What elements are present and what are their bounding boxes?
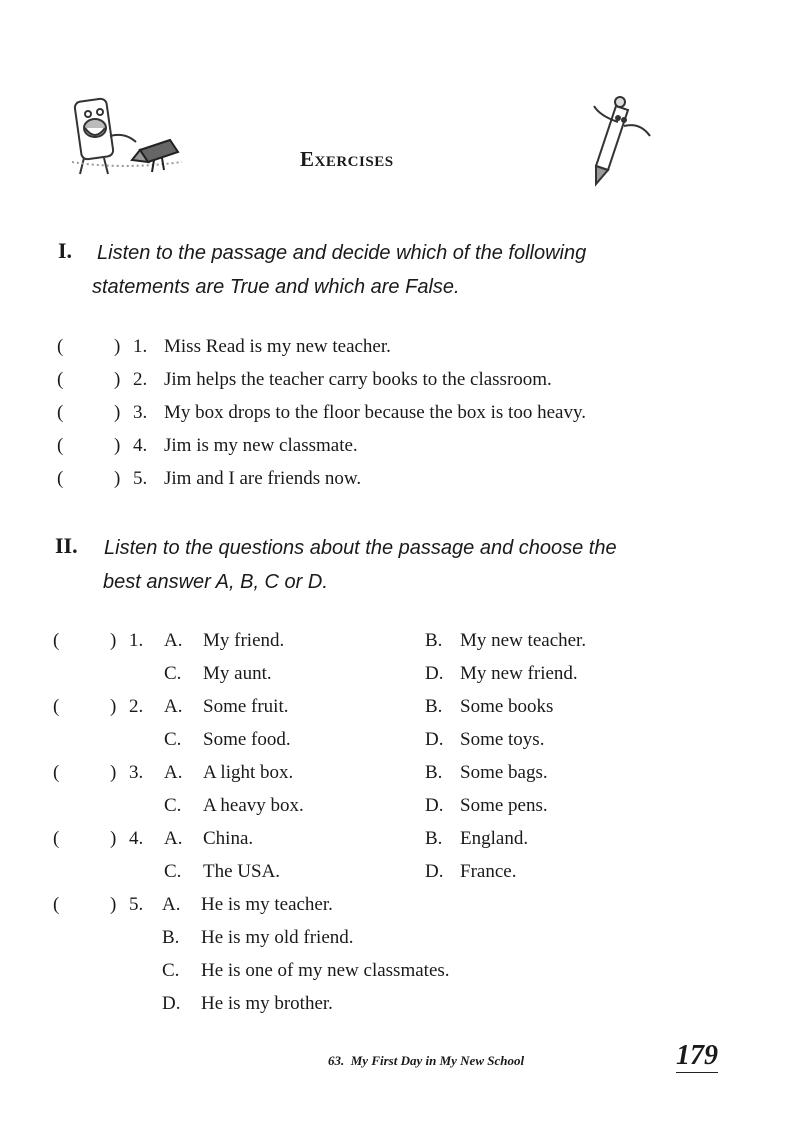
option-label: D. bbox=[162, 993, 181, 1014]
mc-question-row bbox=[53, 723, 753, 756]
option-label: B. bbox=[425, 762, 443, 783]
answer-blank-open[interactable]: ( bbox=[57, 336, 64, 357]
mc-question-row bbox=[53, 789, 753, 822]
answer-blank-open[interactable]: ( bbox=[53, 696, 60, 717]
item-number: 1. bbox=[129, 630, 144, 651]
answer-blank-open[interactable]: ( bbox=[57, 402, 64, 423]
answer-blank-close: ) bbox=[110, 828, 117, 849]
answer-blank-open[interactable]: ( bbox=[53, 762, 60, 783]
mc-question-row bbox=[53, 855, 753, 888]
answer-blank-close: ) bbox=[110, 630, 117, 651]
option-d: My new friend. bbox=[460, 663, 578, 684]
option-a: My friend. bbox=[203, 630, 285, 651]
option-b: England. bbox=[460, 828, 529, 849]
option-label: D. bbox=[425, 795, 444, 816]
option-b: Some bags. bbox=[460, 762, 548, 783]
tf-item bbox=[57, 462, 757, 495]
option-label: A. bbox=[164, 762, 183, 783]
item-number: 1. bbox=[133, 336, 148, 357]
mc-question-row bbox=[53, 690, 753, 723]
item-number: 4. bbox=[133, 435, 148, 456]
option-label: B. bbox=[425, 828, 443, 849]
option-label: D. bbox=[425, 861, 444, 882]
option-label: C. bbox=[164, 861, 182, 882]
section-2-number: II. bbox=[55, 533, 78, 558]
option-a: A light box. bbox=[203, 762, 294, 783]
option-label: B. bbox=[162, 927, 180, 948]
mc-question-row bbox=[53, 888, 753, 921]
option-label: C. bbox=[162, 960, 180, 981]
item-number: 4. bbox=[129, 828, 144, 849]
option-a: He is my teacher. bbox=[201, 894, 333, 915]
item-number: 5. bbox=[133, 468, 148, 489]
mc-question-row bbox=[53, 954, 753, 987]
eraser-sharpener-illustration bbox=[70, 92, 185, 182]
option-b: Some books bbox=[460, 696, 554, 717]
mc-question-row bbox=[53, 921, 753, 954]
option-label: C. bbox=[164, 795, 182, 816]
section-1-instruction-line2: statements are True and which are False. bbox=[92, 276, 460, 298]
mc-question-row bbox=[53, 657, 753, 690]
answer-blank-close: ) bbox=[114, 435, 121, 456]
option-label: D. bbox=[425, 663, 444, 684]
answer-blank-open[interactable]: ( bbox=[57, 435, 64, 456]
mc-question-row bbox=[53, 624, 753, 657]
answer-blank-open[interactable]: ( bbox=[53, 630, 60, 651]
section-1-instruction-line1: Listen to the passage and decide which of the following bbox=[97, 242, 587, 264]
answer-blank-close: ) bbox=[110, 762, 117, 783]
option-d: France. bbox=[460, 861, 517, 882]
answer-blank-close: ) bbox=[114, 336, 121, 357]
statement-text: Jim helps the teacher carry books to the classroom. bbox=[164, 369, 552, 390]
option-b: My new teacher. bbox=[460, 630, 587, 651]
option-label: B. bbox=[425, 696, 443, 717]
option-a: Some fruit. bbox=[203, 696, 289, 717]
statement-text: Miss Read is my new teacher. bbox=[164, 336, 391, 357]
page-title: Exercises bbox=[300, 147, 394, 171]
answer-blank-open[interactable]: ( bbox=[57, 468, 64, 489]
option-b: He is my old friend. bbox=[201, 927, 354, 948]
section-2-instruction-line2: best answer A, B, C or D. bbox=[103, 571, 328, 593]
chapter-footer: 63. My First Day in My New School bbox=[328, 1053, 525, 1068]
option-label: A. bbox=[162, 894, 181, 915]
option-d: Some toys. bbox=[460, 729, 545, 750]
answer-blank-close: ) bbox=[110, 894, 117, 915]
option-label: A. bbox=[164, 630, 183, 651]
page-number: 179 bbox=[676, 1040, 718, 1071]
option-a: China. bbox=[203, 828, 254, 849]
item-number: 3. bbox=[129, 762, 144, 783]
item-number: 5. bbox=[129, 894, 144, 915]
answer-blank-open[interactable]: ( bbox=[57, 369, 64, 390]
mc-question-row bbox=[53, 756, 753, 789]
option-c: My aunt. bbox=[203, 663, 272, 684]
answer-blank-open[interactable]: ( bbox=[53, 894, 60, 915]
tf-item bbox=[57, 330, 757, 363]
answer-blank-close: ) bbox=[110, 696, 117, 717]
answer-blank-close: ) bbox=[114, 402, 121, 423]
answer-blank-close: ) bbox=[114, 468, 121, 489]
option-label: D. bbox=[425, 729, 444, 750]
answer-blank-open[interactable]: ( bbox=[53, 828, 60, 849]
option-c: The USA. bbox=[203, 861, 281, 882]
section-1-list bbox=[57, 330, 757, 495]
option-label: A. bbox=[164, 696, 183, 717]
statement-text: My box drops to the floor because the box is too heavy. bbox=[164, 402, 586, 423]
section-2-list bbox=[53, 624, 753, 1020]
statement-text: Jim and I are friends now. bbox=[164, 468, 362, 489]
section-2-instruction bbox=[104, 531, 617, 599]
option-c: A heavy box. bbox=[203, 795, 304, 816]
option-label: A. bbox=[164, 828, 183, 849]
tf-item bbox=[57, 396, 757, 429]
section-2-instruction-line1: Listen to the questions about the passage and choose the bbox=[104, 537, 617, 559]
option-c: Some food. bbox=[203, 729, 291, 750]
tf-item bbox=[57, 429, 757, 462]
tf-item bbox=[57, 363, 757, 396]
section-1-instruction bbox=[92, 236, 587, 304]
pencil-illustration bbox=[590, 96, 660, 188]
item-number: 2. bbox=[129, 696, 144, 717]
item-number: 2. bbox=[133, 369, 148, 390]
answer-blank-close: ) bbox=[114, 369, 121, 390]
mc-question-row bbox=[53, 987, 753, 1020]
option-d: He is my brother. bbox=[201, 993, 333, 1014]
mc-question-row bbox=[53, 822, 753, 855]
section-1-number: I. bbox=[58, 238, 73, 263]
option-label: C. bbox=[164, 663, 182, 684]
option-label: C. bbox=[164, 729, 182, 750]
statement-text: Jim is my new classmate. bbox=[164, 435, 358, 456]
option-d: Some pens. bbox=[460, 795, 548, 816]
option-c: He is one of my new classmates. bbox=[201, 960, 450, 981]
option-label: B. bbox=[425, 630, 443, 651]
item-number: 3. bbox=[133, 402, 148, 423]
